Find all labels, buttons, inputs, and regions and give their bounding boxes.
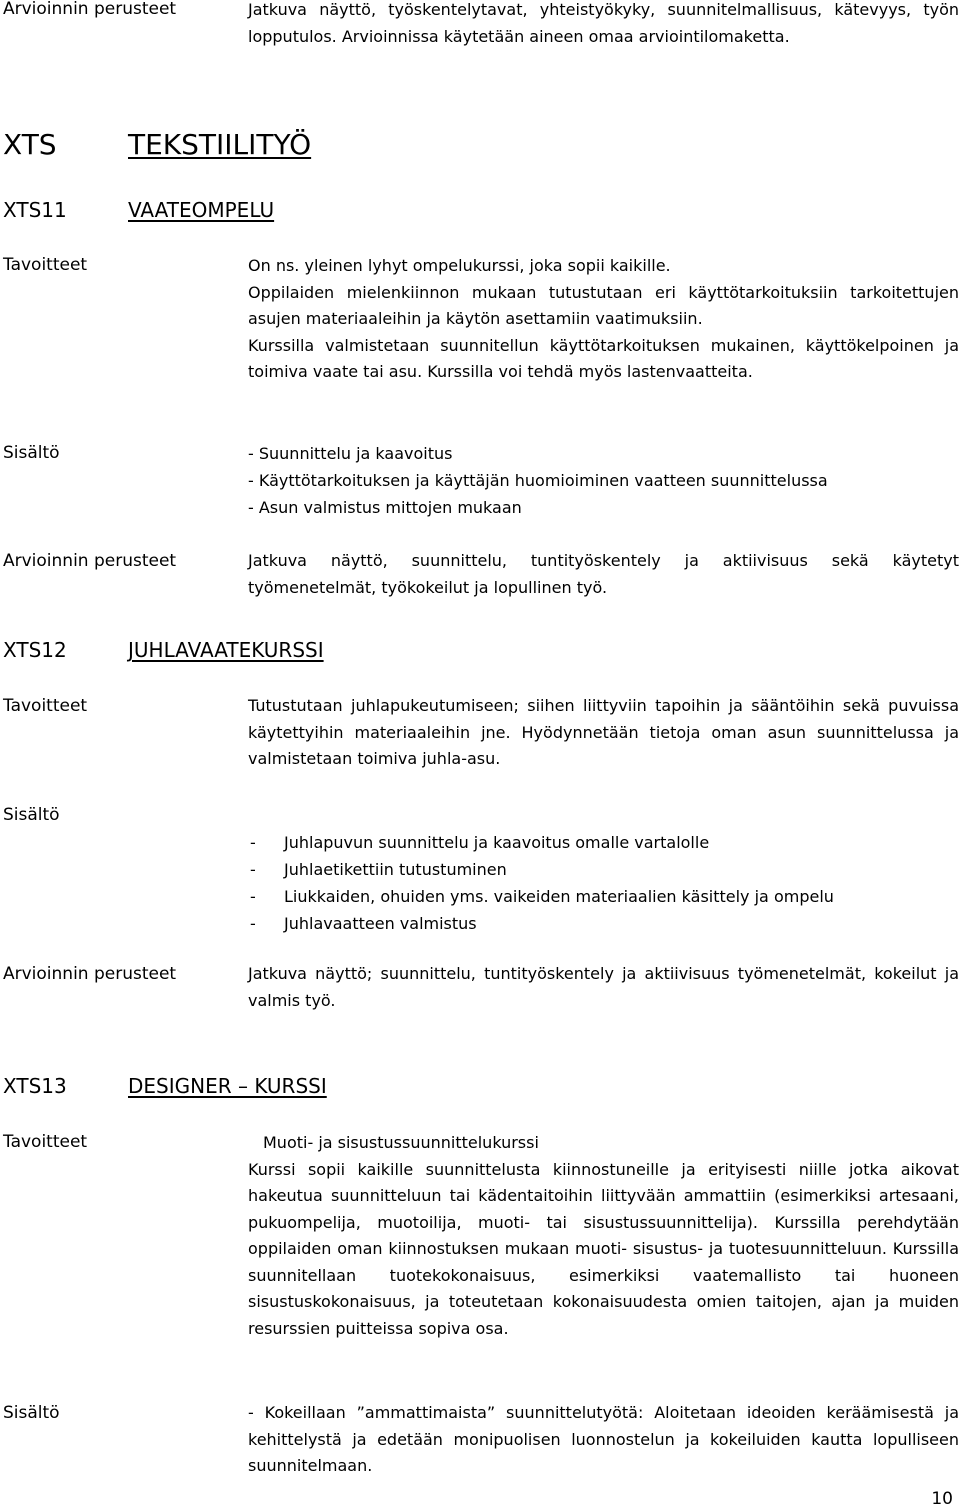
course-code-xts12: XTS12 <box>3 638 67 662</box>
course-code-xts13: XTS13 <box>3 1074 67 1098</box>
content-list <box>248 829 959 937</box>
content-list <box>248 440 959 521</box>
goals-text <box>248 1130 959 1342</box>
section-code-xts: XTS <box>3 128 57 161</box>
list-item: - Juhlavaatteen valmistus <box>248 910 959 937</box>
content-label: Sisältö <box>3 443 60 463</box>
goals-line: Kurssilla valmistetaan suunnitellun käyttötarkoituksen mukainen, käyttökelpoinen ja toimiva vaate tai asu. Kurssilla voi tehdä myös lastenvaatteita. <box>248 335 959 381</box>
course-title-xts11: VAATEOMPELU <box>128 198 275 222</box>
criteria-text: Jatkuva näyttö, työskentelytavat, yhteistyökyky, suunnitelmallisuus, kätevyys, työn lopputulos. Arvioinnissa käytetään aineen omaa arviointilomaketta. <box>248 0 959 46</box>
list-item: - Käyttötarkoituksen ja käyttäjän huomioiminen vaatteen suunnittelussa <box>248 471 828 490</box>
goals-line: Oppilaiden mielenkiinnon mukaan tutustutaan eri käyttötarkoituksiin tarkoitettujen asujen materiaaleihin ja käytön asettamiin vaatimuksiin. <box>248 282 959 328</box>
goals-label: Tavoitteet <box>3 255 88 275</box>
goals-paragraph: Kurssi sopii kaikille suunnittelusta kiinnostuneille ja erityisesti niille jotka aikovat hakeutua suunnitteluun tai kädentaitoihin liittyvään ammattiin (esimerkiksi artesaani, pukuompelija, muotoilija, muoti- tai sisustussuunnittelija). Kurssilla perehdytään oppilaiden oman kiinnostuksen mukaan muoti- sisustus- ja tuotesuunnitteluun. Kurssilla suunnitellaan tuotekokonaisuus, esimerkiksi vaatemallisto tai huoneen sisustuskokonaisuus, ja toteutetaan kokonaisuudesta omien taitojen, ajan ja muiden resurssien puitteissa sopiva osa. <box>248 1159 959 1338</box>
course-title-xts12: JUHLAVAATEKURSSI <box>128 638 324 662</box>
goals-text <box>248 253 959 386</box>
goals-label: Tavoitteet <box>3 696 88 716</box>
list-item: - Juhlapuvun suunnittelu ja kaavoitus omalle vartalolle <box>248 829 959 856</box>
criteria-label: Arvioinnin perusteet <box>3 964 177 984</box>
goals-line: On ns. yleinen lyhyt ompelukurssi, joka sopii kaikille. <box>248 256 671 275</box>
content-label: Sisältö <box>3 805 60 825</box>
list-item: - Juhlaetikettiin tutustuminen <box>248 856 959 883</box>
criteria-label: Arvioinnin perusteet <box>3 551 177 571</box>
content-text: - Kokeillaan ”ammattimaista” suunnittelutyötä: Aloitetaan ideoiden keräämisestä ja kehittelystä ja edetään monipuolisen luonnostelun ja kokeiluiden kautta lopulliseen suunnitelmaan. <box>248 1403 959 1475</box>
course-code-xts11: XTS11 <box>3 198 67 222</box>
page-number: 10 <box>931 1489 953 1509</box>
list-item: - Suunnittelu ja kaavoitus <box>248 444 453 463</box>
criteria-text: Jatkuva näyttö, suunnittelu, tuntityöskentely ja aktiivisuus sekä käytetyt työmenetelmät, työkokeilut ja lopullinen työ. <box>248 551 959 597</box>
content-label: Sisältö <box>3 1403 60 1423</box>
course-title-xts13: DESIGNER – KURSSI <box>128 1074 327 1098</box>
criteria-text: Jatkuva näyttö; suunnittelu, tuntityöskentely ja aktiivisuus työmenetelmät, kokeilut ja valmis työ. <box>248 964 959 1010</box>
goals-text: Tutustutaan juhlapukeutumiseen; siihen liittyviin tapoihin ja sääntöihin sekä puvuissa käytettyihin materiaaleihin jne. Hyödynnetään tietoja oman asun suunnittelussa ja valmistetaan toimiva juhla-asu. <box>248 696 959 768</box>
criteria-label: Arvioinnin perusteet <box>3 0 177 19</box>
list-item: - Asun valmistus mittojen mukaan <box>248 498 522 517</box>
section-title-xts: TEKSTIILITYÖ <box>128 128 312 161</box>
goals-heading: Muoti- ja sisustussuunnittelukurssi <box>263 1133 539 1152</box>
goals-label: Tavoitteet <box>3 1132 88 1152</box>
list-item: - Liukkaiden, ohuiden yms. vaikeiden materiaalien käsittely ja ompelu <box>248 883 959 910</box>
